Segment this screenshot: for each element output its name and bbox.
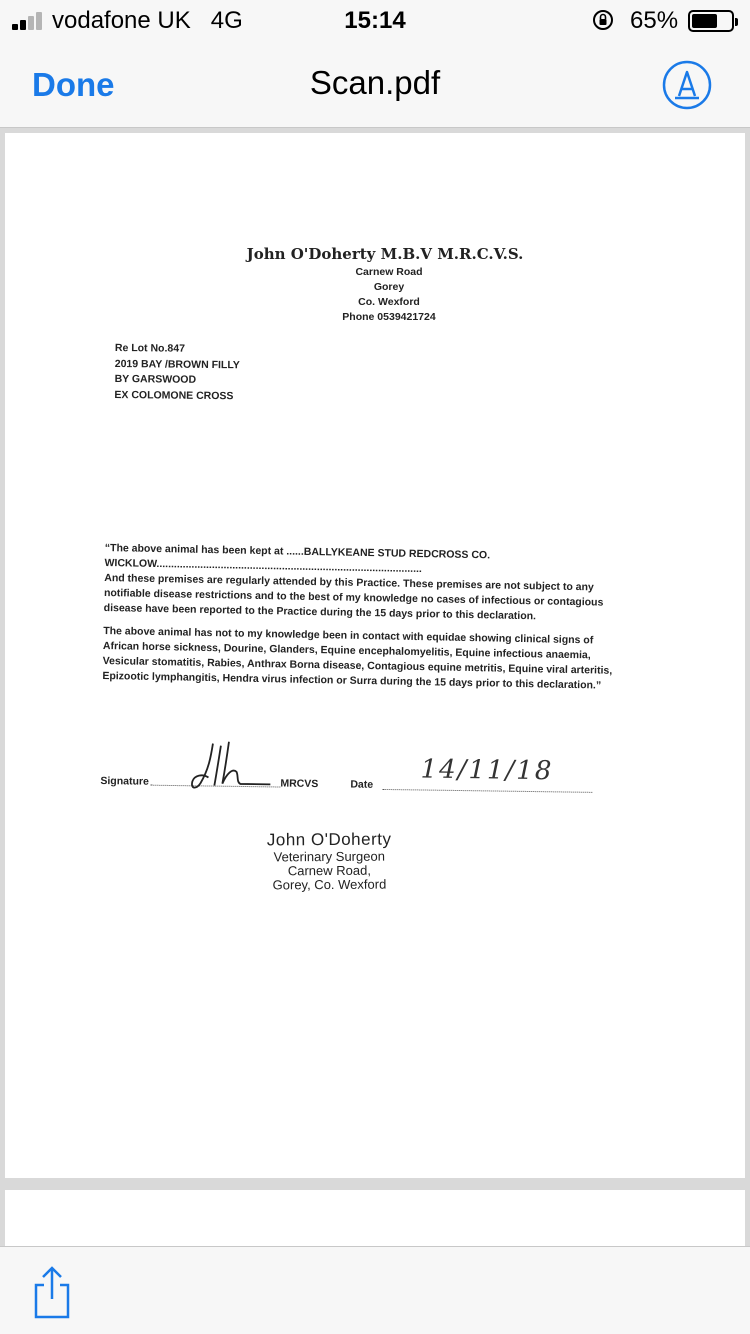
navigation-bar [0, 40, 750, 128]
vet-stamp [267, 830, 392, 893]
markup-pen-icon[interactable] [662, 60, 712, 110]
clock: 15:14 [344, 7, 406, 34]
lot-details [114, 341, 240, 404]
pdf-page-2[interactable] [5, 1190, 745, 1246]
stamp-line: Gorey, Co. Wexford [272, 876, 387, 893]
battery-percent: 65% [630, 7, 679, 34]
battery-fill [692, 14, 717, 28]
lot-line: EX COLOMONE CROSS [114, 388, 234, 402]
document-title: Scan.pdf [309, 64, 441, 101]
share-icon[interactable] [30, 1265, 74, 1321]
signature-row [100, 738, 601, 805]
address-line: Carnew Road [355, 266, 423, 278]
declaration-premises: “The above animal has been kept at ......BALLYKEANE STUD REDCROSS CO. WICKLOW........................................................................................... And these premises are regularly attended by this Practice. These premises are not subject to any notifiable disease restrictions and to the best of my knowledge no cases of infectious or contagious disease have been reported to the Practice during the 15 days prior to this declaration. [103, 541, 604, 623]
done-button[interactable]: Done [32, 66, 115, 103]
date-label: Date [350, 778, 374, 791]
network-type: 4G [210, 7, 243, 34]
stamp-line: Carnew Road, [287, 862, 371, 879]
signature-label: Signature [100, 774, 149, 788]
pdf-page-1[interactable] [5, 133, 745, 1178]
lot-line: 2019 BAY /BROWN FILLY [114, 357, 240, 371]
stamp-line: Veterinary Surgeon [273, 848, 385, 865]
phone-line: Phone 0539421724 [342, 311, 436, 323]
declaration [102, 541, 627, 702]
vet-name: John O'Doherty M.B.V M.R.C.V.S. [246, 245, 524, 263]
address-line: Gorey [373, 281, 405, 293]
orientation-lock-icon [592, 9, 614, 31]
carrier-label: vodafone UK 4G [52, 7, 243, 34]
address-line: Co. Wexford [358, 296, 420, 308]
bottom-toolbar [0, 1246, 750, 1334]
handwritten-signature [182, 739, 273, 794]
stamp-name: John O'Doherty [266, 829, 392, 850]
handwritten-date: 14/11/18 [420, 754, 554, 787]
mrcvs-label: MRCVS [280, 777, 319, 791]
lot-line: BY GARSWOOD [114, 372, 197, 386]
lot-line: Re Lot No.847 [114, 341, 186, 355]
status-bar [0, 0, 750, 40]
letterhead [5, 245, 745, 323]
pdf-viewer[interactable] [0, 128, 750, 1246]
declaration-contact: The above animal has not to my knowledge been in contact with equidae showing clinical signs of African horse sickness, Dourine, Glanders, Equine encephalomyelitis, Equine infectious anaemia, Vesicular stomatitis, Rabies, Anthrax Borna disease, Contagious equine metritis, Equine viral arteritis, Epizootic lymphangitis, Hendra virus infection or Surra during the 15 days prior to this declaration.” [102, 624, 613, 692]
battery-icon [688, 10, 734, 32]
